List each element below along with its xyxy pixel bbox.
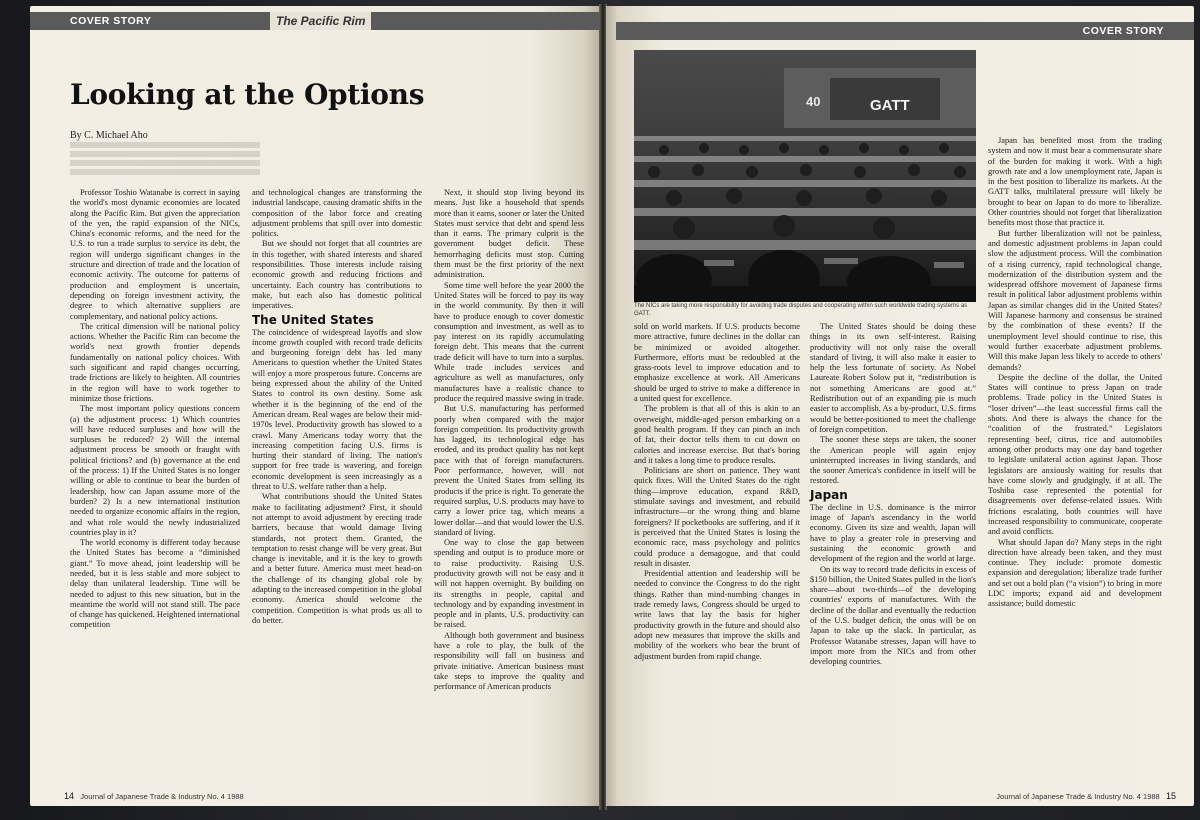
column-3 (988, 136, 1162, 610)
left-page (30, 6, 600, 806)
page-number: 15 (1165, 791, 1176, 801)
paragraph: What should Japan do? Many steps in the right direction have already been taken, and they must continue. They include: promote domestic expansion and deregulation; liberalize trade further and set out a bold plan (“a vision”) to bring in more LDC imports; expand aid and development assistance; build domestic (988, 537, 1162, 609)
column-2 (810, 322, 976, 668)
column-1 (70, 188, 240, 631)
page-folio (996, 791, 1176, 801)
column-2 (252, 188, 422, 626)
paragraph: Although both government and business have a role to play, the bulk of the responsibility will fall on business and private initiative. American business must take steps to improve the quality and performance of American products (434, 630, 584, 692)
paragraph: and technological changes are transforming the industrial landscape, causing dramatic shifts in the composition of the labor force and creating adjustment problems that spill over into domestic politics. (252, 188, 422, 239)
section-heading: The United States (252, 312, 374, 327)
paragraph: What contributions should the United States make to facilitating adjustment? First, it should not attempt to avoid adjustment by erecting trade barriers, because that would damage living standards, not protect them. Granted, the temptation to resist change will be very great. But change is inevitable, and it is the key to growth and a better future. America must meet head-on the challenge of its changing global role by adapting to the increased competition in the global economy. America should welcome the competition. Competition is what prods us all to do better. (252, 492, 422, 625)
column-1 (634, 322, 800, 662)
paragraph: The United States should be doing these things in its own self-interest. Raising productivity will not only raise the overall standard of living, it will also make it easier to help the less fortunate of society. As Nobel Laureate Robert Solow put it, “redistribution is not something Americans are good at.” Redistribution out of an expanding pie is much easier to accomplish. As a by-product, U.S. firms would be better-positioned to meet the challenge of foreign competition. (810, 322, 976, 434)
page-folio (64, 791, 244, 801)
paragraph: Professor Toshio Watanabe is correct in saying the world's most dynamic economies are located along the Pacific Rim. But given the appreciation of the yen, the rapid expansion of the NICs, China's economic reforms, and the need for the U.S. to run a trade surplus to service its debt, the region will undergo significant changes in the structure and direction of trade and the location of economic activity. The outcome for patterns of production and employment is uncertain, depending on foreign investment activity, the degree to which alternative suppliers are complementary, and national policy actions. (70, 188, 240, 321)
paragraph: The most important policy questions concern (a) the adjustment process: 1) Which countries will have reduced surpluses and how will the surpluses be reduced? 2) Will the internal adjustment process be smooth or fraught with political frictions? and (b) governance at the end of the process: 1) If the United States is no longer willing or able to continue to bear the burden of leadership, how can Japan assume more of the burden? 2) Is a new international institution needed to organize economic affairs in the region, and what role would the newly industrialized countries play in it? (70, 404, 240, 537)
article-title: Looking at the Options (70, 78, 425, 111)
paragraph: But U.S. manufacturing has performed poorly when compared with the major foreign competition. Its productivity growth has lagged, its technological edge has eroded, and its product quality has not kept pace with that of foreign manufacturers. Poor performance, however, will not prevent the United States from selling its products if the price is right. To generate the required surplus, U.S. products may have to carry a lower price tag, which means a lower dollar—and that would lower the U.S. standard of living. (434, 404, 584, 537)
paragraph: On its way to record trade deficits in excess of $150 billion, the United States pulled in the lion's share—about two-thirds—of the developing countries' exports of manufactures. With the decline of the dollar and eventually the reduction of the U.S. budget deficit, the onus will be on Japan to take up the slack. In particular, as Professor Watanabe stresses, Japan will have to import more from the NICs and from other developing countries. (810, 564, 976, 667)
paragraph: Politicians are short on patience. They want quick fixes. Will the United States do the right thing—improve education, expand R&D, stimulate savings and investment, and rebuild infrastructure—or the wrong thing and blame foreigners? If pocketbooks are suffering, and if it is perceived that the United States is losing the economic race, mass psychology and politics could produce a demagogue, and that could result in disaster. (634, 466, 800, 568)
paragraph: The world economy is different today because the United States has become a “diminished giant.” To move ahead, joint leadership will be needed, but it is less stable and more subject to delay than unilateral leadership. Time will be needed to adjust to this new situation, but in the meantime the world will not stand still. The pace of change has quickened. Heightened international competition (70, 538, 240, 630)
paragraph: Japan has benefited most from the trading system and now it must bear a commensurate share of the burden for making it work. With a high growth rate and a low unemployment rate, Japan is in the best position to liberalize its markets. At the GATT talks, multilateral pressure will likely be brought to bear on Japan to do more to liberalize. Other countries should not forget that liberalization benefits most those that practice it. (988, 136, 1162, 228)
paragraph: Presidential attention and leadership will be needed to convince the Congress to do the right things. Rather than mind-numbing changes in trade remedy laws, Congress should be urged to write laws that lay the basis for higher productivity growth in the future and should also adopt new measures that improve the skills and mobility of the workers who bear the brunt of adjustment burden from rapid change. (634, 569, 800, 661)
paragraph: Some time well before the year 2000 the United States will be forced to pay its way in the world community. By then it will have to produce enough to cover domestic consumption and investment, as well as to pay interest on its rapidly accumulating foreign debt. This means that the current trade deficit will have to turn into a surplus. While trade includes services and agriculture as well as manufactures, only manufactures have a realistic chance to produce the required massive swing in trade. (434, 280, 585, 403)
bleed-through-text (70, 142, 260, 178)
photo-illustration (634, 50, 976, 302)
paragraph: The sooner these steps are taken, the sooner the American people will again enjoy uninterrupted increases in living standards, and the sooner America's confidence in itself will be restored. (810, 435, 976, 486)
sign-gatt: GATT (870, 97, 910, 114)
page-number: 14 (64, 791, 75, 801)
section-label: COVER STORY (1082, 25, 1164, 37)
publication-name: Journal of Japanese Trade & Industry No. 4 1988 (996, 792, 1160, 801)
publication-name: Journal of Japanese Trade & Industry No. 4 1988 (80, 792, 244, 801)
sign-40: 40 (806, 94, 821, 109)
paragraph: But we should not forget that all countries are in this together, with shared interests and shared responsibilities. Those interests include raising economic growth and reducing frictions and uncertainty. Each country has contributions to make, but each also has domestic political imperatives. (252, 239, 422, 311)
right-page (606, 6, 1194, 806)
paragraph: But further liberalization will not be painless, and domestic adjustment problems in Japan could slow the adjustment process. Will the combination of a rising currency, rapid technological change, modernization of the distribution system and the widespread offshore movement of Japanese firms result in political labor adjustment problems within Japan as similar changes did in the United States? Will Japanese harmony and consensus be strained by the combination of these events? If the unemployment level should continue to rise, this would further exacerbate adjustment problems. Will this make Japan less likely to accede to others' demands? (988, 228, 1162, 372)
gatt-conference-photo (634, 50, 976, 302)
paragraph: The decline in U.S. dominance is the mirror image of Japan's ascendancy in the world economy. Given its size and wealth, Japan will have to play a greater role in preserving and sustaining the economic growth and development of the region and the world at large. (810, 502, 976, 564)
paragraph: The critical dimension will be national policy actions. Whether the Pacific Rim can become the world's next growth frontier depends fundamentally on national policy choices. With such significant and rapid changes occurring, trade frictions are likely to heighten. All countries in the region will have to work together to minimize those frictions. (70, 321, 240, 403)
section-label: COVER STORY (70, 15, 152, 27)
paragraph: sold on world markets. If U.S. products become more attractive, future declines in the dollar can be minimized or avoided altogether. Furthermore, efforts must be redoubled at the grass-roots level to improve education and to emphasize excellence at work. All Americans should be urged to strive to make a difference in a united quest for excellence. (634, 322, 800, 404)
paragraph: Next, it should stop living beyond its means. Just like a household that spends more than it earns, sooner or later the United States must service that debt and spend less than it earns. The primary culprit is the government budget deficit. These hemorrhaging deficits must stop. Cutting them must be the first priority of the next administration. (434, 188, 585, 280)
section-tag: The Pacific Rim (270, 12, 371, 30)
photo-caption: The NICs are taking more responsibility for avoiding trade disputes and cooperating within such worldwide trading systems as GATT. (634, 303, 968, 317)
column-3 (434, 188, 584, 693)
section-header-band-right (368, 12, 600, 30)
paragraph: The coincidence of widespread layoffs and slow income growth coupled with record trade deficits and burgeoning foreign debt has led many Americans to question whether the United States will enjoy a more prosperous future. Concerns are being expressed about the ability of the United States to control its own destiny. Some ask whether it is the beginning of the end of the American dream. Real wages are below their mid-1970s level. Productivity growth has slowed to a crawl. Many Americans today worry that the increasing competition facing U.S. firms is hurting their standard of living. The nation's support for free trade is wavering, and foreign economic development is seen increasingly as a threat to U.S. welfare rather than a help. (252, 327, 422, 492)
paragraph: The problem is that all of this is akin to an overweight, middle-aged person embarking on a good health program. If they can pinch an inch of fat, their doctor tells them to cut down on calories and increase exercise. But that's boring and it takes a long time to produce results. (634, 404, 800, 465)
paragraph: Despite the decline of the dollar, the United States will continue to press Japan on trade problems. Trade policy in the United States is “loser driven”—the least successful firms call the shots. And there is always the chance for the “coalition of the frustrated.” Legislators representing beef, citrus, rice and automobiles among other products may one day band together to legislate unilateral action against Japan. Those legislators are anxiously waiting for results that have come slowly and grudgingly, if at all. The Toshiba case represented the potential for disagreements over defense-related issues. With frictions escalating, both countries will have increased responsibility to communicate, cooperate and avoid conflicts. (988, 372, 1162, 537)
section-heading: Japan (810, 487, 848, 502)
paragraph: One way to close the gap between spending and output is to produce more or to raise productivity. Raising U.S. productivity growth will not be easy and it will not happen overnight. By building on its strengths in people, capital and technology and by expanding investment in people and in plants, U.S. productivity can be raised. (434, 538, 584, 630)
byline: By C. Michael Aho (70, 130, 148, 141)
